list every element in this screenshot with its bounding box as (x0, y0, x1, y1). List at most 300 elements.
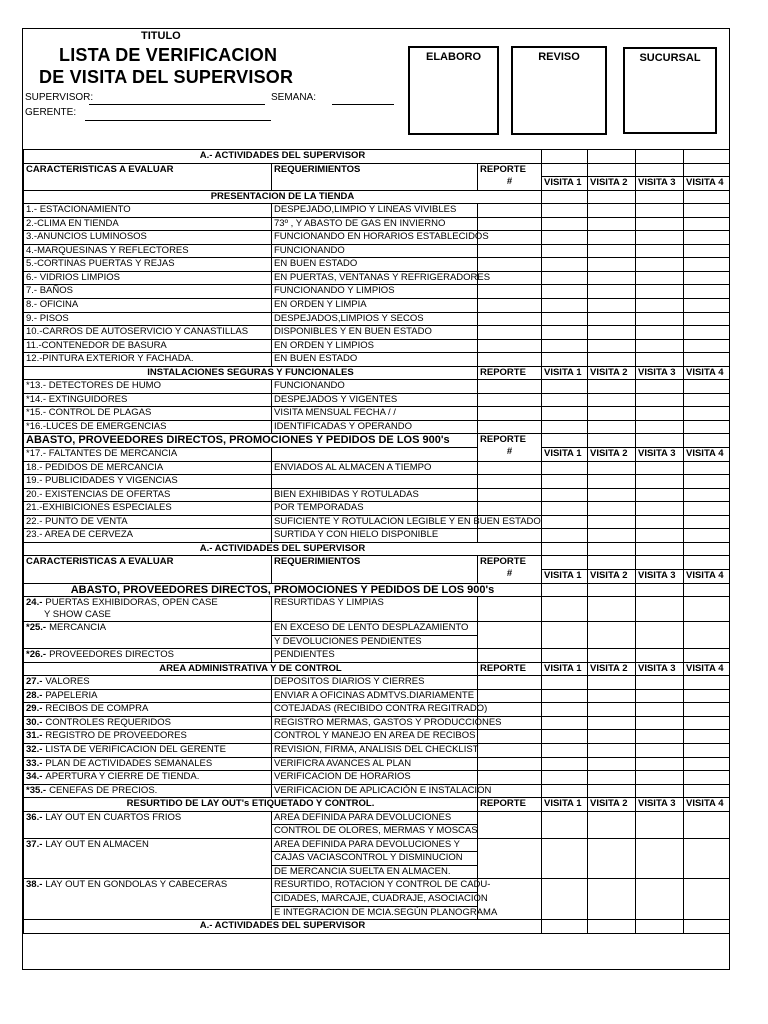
visita-2-cell[interactable] (588, 515, 636, 529)
item-requirement-cont: Y DEVOLUCIONES PENDIENTES (272, 635, 478, 649)
visita-2-cell[interactable] (588, 583, 636, 597)
visita-4-cell[interactable] (684, 716, 730, 730)
sucursal-box[interactable] (623, 47, 717, 134)
visita-3-cell[interactable] (636, 920, 684, 934)
visita-2-cell[interactable] (588, 244, 636, 258)
item-number: 32.- (26, 743, 43, 755)
visita-1-cell[interactable] (542, 920, 588, 934)
item-number: 33.- (26, 757, 43, 769)
visita-3-cell[interactable] (636, 488, 684, 502)
visita-3-cell[interactable] (636, 285, 684, 299)
reporte-cell[interactable] (478, 649, 542, 663)
reporte-cell[interactable] (478, 326, 542, 340)
checklist-sheet (22, 28, 730, 970)
visita-2-cell[interactable] (588, 163, 636, 177)
visita-4-cell[interactable] (684, 811, 730, 838)
reporte-cell[interactable] (478, 285, 542, 299)
reporte-cell[interactable] (478, 622, 542, 649)
reporte-header: REPORTE (478, 366, 542, 380)
reporte-cell[interactable] (478, 743, 542, 757)
visita-1-cell[interactable] (542, 649, 588, 663)
visita-2-cell[interactable] (588, 204, 636, 218)
visita-2-cell[interactable] (588, 622, 636, 649)
visita-3-cell[interactable] (636, 434, 684, 448)
visita-3-cell[interactable] (636, 258, 684, 272)
visita-1-cell[interactable] (542, 542, 588, 556)
visita-2-cell[interactable] (588, 353, 636, 367)
title-line-1: LISTA DE VERIFICACION (59, 45, 278, 65)
reporte-cell[interactable] (478, 407, 542, 421)
visita-1-cell[interactable] (542, 597, 588, 622)
visita-4-cell[interactable] (684, 339, 730, 353)
visita-3-cell[interactable] (636, 475, 684, 489)
visita-2-cell[interactable] (588, 190, 636, 204)
visita-3-cell[interactable] (636, 502, 684, 516)
reporte-cell[interactable] (478, 420, 542, 434)
visita-1-cell[interactable] (542, 353, 588, 367)
visita-4-cell[interactable] (684, 730, 730, 744)
visita-2-cell[interactable] (588, 529, 636, 543)
item-label: 2.-CLIMA EN TIENDA (24, 217, 272, 231)
visita-4-cell[interactable] (684, 703, 730, 717)
item-label (24, 703, 272, 717)
visita-3-cell[interactable] (636, 689, 684, 703)
visita-1-cell[interactable] (542, 743, 588, 757)
visita-4-cell[interactable] (684, 271, 730, 285)
visita-4-cell[interactable] (684, 515, 730, 529)
reporte-cell[interactable] (478, 353, 542, 367)
visita-1-cell[interactable] (542, 204, 588, 218)
visita-2-cell[interactable] (588, 150, 636, 164)
reporte-header (478, 556, 542, 583)
visita-3-cell[interactable] (636, 244, 684, 258)
visita-3-cell[interactable] (636, 730, 684, 744)
semana-field[interactable] (332, 104, 394, 105)
administrativa-heading: AREA ADMINISTRATIVA Y DE CONTROL (24, 662, 478, 676)
item-requirement: RESURTIDO, ROTACION Y CONTROL DE CADU- (272, 879, 478, 893)
item-row (24, 716, 730, 730)
visita-2-cell[interactable] (588, 716, 636, 730)
item-label (24, 771, 272, 785)
visita-2-cell[interactable] (588, 771, 636, 785)
visita-1-cell[interactable] (542, 150, 588, 164)
item-row (24, 407, 730, 421)
caracteristicas-header: CARACTERISTICAS A EVALUAR (24, 556, 272, 583)
item-row (24, 461, 730, 475)
visita-2-cell[interactable] (588, 339, 636, 353)
visita-4-cell[interactable] (684, 190, 730, 204)
item-text: MERCANCIA (49, 622, 107, 634)
item-label: *15.- CONTROL DE PLAGAS (24, 407, 272, 421)
visita-3-cell[interactable] (636, 515, 684, 529)
visita-1-cell[interactable] (542, 312, 588, 326)
visita-1-cell[interactable] (542, 502, 588, 516)
visita-3-cell[interactable] (636, 393, 684, 407)
item-number: *26.- (26, 649, 47, 661)
visita-3-cell[interactable] (636, 743, 684, 757)
visita-1-cell[interactable] (542, 488, 588, 502)
visita-3-cell[interactable] (636, 542, 684, 556)
item-row (24, 730, 730, 744)
visita-1-cell[interactable] (542, 811, 588, 838)
visita-3-cell[interactable] (636, 407, 684, 421)
item-label (24, 757, 272, 771)
visita-1-cell[interactable] (542, 556, 588, 570)
visita-3-header: VISITA 3 (636, 177, 684, 191)
supervisor-field[interactable] (89, 104, 265, 105)
visita-2-cell[interactable] (588, 784, 636, 798)
item-text: VALORES (45, 676, 90, 688)
visita-1-cell[interactable] (542, 393, 588, 407)
item-label: 1.- ESTACIONAMIENTO (24, 204, 272, 218)
item-row (24, 393, 730, 407)
visita-3-cell[interactable] (636, 703, 684, 717)
visita-2-cell[interactable] (588, 380, 636, 394)
reporte-cell[interactable] (478, 597, 542, 622)
item-requirement (272, 448, 478, 462)
visita-4-cell[interactable] (684, 743, 730, 757)
item-requirement: BIEN EXHIBIDAS Y ROTULADAS (272, 488, 478, 502)
visita-2-cell[interactable] (588, 420, 636, 434)
item-label (24, 811, 272, 838)
visita-1-cell[interactable] (542, 326, 588, 340)
reporte-cell[interactable] (478, 811, 542, 838)
visita-3-cell[interactable] (636, 583, 684, 597)
visita-1-cell[interactable] (542, 771, 588, 785)
reporte-cell[interactable] (478, 529, 542, 543)
item-number: 28.- (26, 689, 43, 701)
visita-1-cell[interactable] (542, 879, 588, 920)
visita-4-cell[interactable] (684, 150, 730, 164)
item-number: 37.- (26, 838, 43, 850)
visita-2-cell[interactable] (588, 312, 636, 326)
reporte-cell[interactable] (478, 312, 542, 326)
item-requirement: DESPEJADOS,LIMPIOS Y SECOS (272, 312, 478, 326)
caracteristicas-header: CARACTERISTICAS A EVALUAR (24, 163, 272, 190)
item-requirement-cont: E INTEGRACION DE MCIA.SEGÚN PLANOGRAMA (272, 906, 478, 920)
visita-4-cell[interactable] (684, 597, 730, 622)
visita-4-cell[interactable] (684, 771, 730, 785)
visita-3-cell[interactable] (636, 190, 684, 204)
visita-2-header: VISITA 2 (588, 569, 636, 583)
item-row (24, 502, 730, 516)
item-requirement: EN ORDEN Y LIMPIOS (272, 339, 478, 353)
item-row (24, 271, 730, 285)
visita-1-cell[interactable] (542, 622, 588, 649)
item-requirement: DEPOSITOS DIARIOS Y CIERRES (272, 676, 478, 690)
visita-1-cell[interactable] (542, 271, 588, 285)
visita-2-cell[interactable] (588, 488, 636, 502)
visita-3-cell[interactable] (636, 622, 684, 649)
visita-2-cell[interactable] (588, 743, 636, 757)
checklist-body (24, 150, 730, 934)
visita-1-cell[interactable] (542, 475, 588, 489)
visita-2-cell[interactable] (588, 838, 636, 879)
reporte-cell[interactable] (478, 258, 542, 272)
reporte-cell[interactable] (478, 299, 542, 313)
visita-3-header: VISITA 3 (636, 798, 684, 812)
visita-3-cell[interactable] (636, 163, 684, 177)
visita-2-cell[interactable] (588, 879, 636, 920)
visita-4-cell[interactable] (684, 407, 730, 421)
visita-2-cell[interactable] (588, 811, 636, 838)
visita-1-cell[interactable] (542, 231, 588, 245)
visita-4-cell[interactable] (684, 622, 730, 649)
elaboro-box[interactable] (408, 46, 499, 135)
visita-4-cell[interactable] (684, 488, 730, 502)
visita-1-cell[interactable] (542, 676, 588, 690)
visita-3-cell[interactable] (636, 556, 684, 570)
visita-1-cell[interactable] (542, 244, 588, 258)
reporte-header (478, 163, 542, 190)
reporte-cell[interactable] (478, 393, 542, 407)
visita-3-cell[interactable] (636, 312, 684, 326)
visita-4-header: VISITA 4 (684, 177, 730, 191)
visita-1-cell[interactable] (542, 838, 588, 879)
visita-4-cell[interactable] (684, 475, 730, 489)
item-text: CONTROLES REQUERIDOS (45, 716, 172, 728)
item-requirement: EN EXCESO DE LENTO DESPLAZAMIENTO (272, 622, 478, 636)
visita-3-cell[interactable] (636, 339, 684, 353)
visita-1-cell[interactable] (542, 285, 588, 299)
item-requirement-cont: CIDADES, MARCAJE, CUADRAJE, ASOCIACION (272, 892, 478, 906)
visita-4-header: VISITA 4 (684, 798, 730, 812)
item-row (24, 353, 730, 367)
visita-2-cell[interactable] (588, 326, 636, 340)
reporte-cell[interactable] (478, 689, 542, 703)
visita-3-cell[interactable] (636, 353, 684, 367)
item-text: REGISTRO DE PROVEEDORES (45, 730, 187, 742)
visita-2-cell[interactable] (588, 393, 636, 407)
visita-2-cell[interactable] (588, 542, 636, 556)
visita-1-cell[interactable] (542, 461, 588, 475)
visita-4-cell[interactable] (684, 244, 730, 258)
item-row (24, 285, 730, 299)
reporte-header: REPORTE (478, 798, 542, 812)
reporte-cell[interactable] (478, 703, 542, 717)
visita-2-cell[interactable] (588, 703, 636, 717)
item-requirement: SUFICIENTE Y ROTULACION LEGIBLE Y EN BUEN ESTADO (272, 515, 478, 529)
visita-2-cell[interactable] (588, 407, 636, 421)
reporte-cell[interactable] (478, 838, 542, 879)
visita-3-cell[interactable] (636, 150, 684, 164)
visita-3-cell[interactable] (636, 597, 684, 622)
visita-4-cell[interactable] (684, 312, 730, 326)
visita-4-cell[interactable] (684, 299, 730, 313)
visita-4-cell[interactable] (684, 353, 730, 367)
visita-3-cell[interactable] (636, 879, 684, 920)
reporte-cell[interactable] (478, 339, 542, 353)
reporte-cell[interactable] (478, 502, 542, 516)
gerente-field[interactable] (85, 120, 271, 121)
visita-4-cell[interactable] (684, 838, 730, 879)
item-requirement: EN PUERTAS, VENTANAS Y REFRIGERADORES (272, 271, 478, 285)
reporte-cell[interactable] (478, 730, 542, 744)
visita-2-cell[interactable] (588, 689, 636, 703)
item-label (24, 879, 272, 920)
item-label (24, 676, 272, 690)
item-label: 12.-PINTURA EXTERIOR Y FACHADA. (24, 353, 272, 367)
visita-2-cell[interactable] (588, 676, 636, 690)
visita-2-cell[interactable] (588, 217, 636, 231)
visita-3-cell[interactable] (636, 204, 684, 218)
visita-2-cell[interactable] (588, 434, 636, 448)
visita-1-cell[interactable] (542, 689, 588, 703)
item-label: 6.- VIDRIOS LIMPIOS (24, 271, 272, 285)
visita-1-cell[interactable] (542, 163, 588, 177)
visita-3-cell[interactable] (636, 271, 684, 285)
item-row (24, 689, 730, 703)
visita-2-cell[interactable] (588, 730, 636, 744)
visita-1-cell[interactable] (542, 420, 588, 434)
visita-1-cell[interactable] (542, 716, 588, 730)
visita-4-cell[interactable] (684, 529, 730, 543)
visita-4-cell[interactable] (684, 920, 730, 934)
visita-2-cell[interactable] (588, 757, 636, 771)
visita-1-header: VISITA 1 (542, 448, 588, 462)
visita-4-cell[interactable] (684, 285, 730, 299)
reporte-cell[interactable] (478, 676, 542, 690)
visita-3-header: VISITA 3 (636, 448, 684, 462)
visita-1-cell[interactable] (542, 703, 588, 717)
subsection-row (24, 662, 730, 676)
visita-2-cell[interactable] (588, 258, 636, 272)
visita-1-cell[interactable] (542, 784, 588, 798)
item-row (24, 339, 730, 353)
visita-3-cell[interactable] (636, 420, 684, 434)
item-requirement (272, 475, 478, 489)
visita-4-cell[interactable] (684, 217, 730, 231)
item-row (24, 312, 730, 326)
visita-3-cell[interactable] (636, 757, 684, 771)
item-row (24, 757, 730, 771)
visita-1-cell[interactable] (542, 380, 588, 394)
item-label: *17.- FALTANTES DE MERCANCIA (24, 448, 272, 462)
visita-4-cell[interactable] (684, 879, 730, 920)
sucursal-label: SUCURSAL (639, 52, 701, 64)
visita-4-cell[interactable] (684, 757, 730, 771)
visita-3-cell[interactable] (636, 231, 684, 245)
visita-1-cell[interactable] (542, 529, 588, 543)
reporte-cell[interactable] (478, 244, 542, 258)
visita-1-cell[interactable] (542, 730, 588, 744)
visita-2-cell[interactable] (588, 475, 636, 489)
visita-3-cell[interactable] (636, 838, 684, 879)
visita-1-cell[interactable] (542, 583, 588, 597)
visita-4-cell[interactable] (684, 434, 730, 448)
visita-2-cell[interactable] (588, 461, 636, 475)
visita-1-cell[interactable] (542, 757, 588, 771)
item-requirement: AREA DEFINIDA PARA DEVOLUCIONES Y (272, 838, 478, 852)
visita-3-cell[interactable] (636, 380, 684, 394)
reviso-box[interactable] (511, 46, 607, 135)
reporte-cell[interactable] (478, 461, 542, 475)
visita-1-cell[interactable] (542, 217, 588, 231)
visita-1-cell[interactable] (542, 407, 588, 421)
visita-3-cell[interactable] (636, 529, 684, 543)
visita-4-cell[interactable] (684, 204, 730, 218)
visita-4-cell[interactable] (684, 649, 730, 663)
reporte-cell[interactable] (478, 475, 542, 489)
item-label: 3.-ANUNCIOS LUMINOSOS (24, 231, 272, 245)
item-requirement: VERIFICACION DE HORARIOS (272, 771, 478, 785)
visita-4-cell[interactable] (684, 231, 730, 245)
visita-2-cell[interactable] (588, 920, 636, 934)
visita-3-cell[interactable] (636, 326, 684, 340)
visita-1-cell[interactable] (542, 190, 588, 204)
visita-3-cell[interactable] (636, 299, 684, 313)
visita-1-cell[interactable] (542, 434, 588, 448)
visita-3-cell[interactable] (636, 217, 684, 231)
visita-4-cell[interactable] (684, 784, 730, 798)
visita-1-cell[interactable] (542, 299, 588, 313)
visita-4-cell[interactable] (684, 542, 730, 556)
visita-4-cell[interactable] (684, 326, 730, 340)
visita-4-cell[interactable] (684, 556, 730, 570)
reporte-cell[interactable] (478, 204, 542, 218)
visita-3-cell[interactable] (636, 676, 684, 690)
visita-1-cell[interactable] (542, 339, 588, 353)
reporte-cell[interactable] (478, 380, 542, 394)
reporte-cell[interactable] (478, 217, 542, 231)
visita-4-cell[interactable] (684, 461, 730, 475)
visita-1-header: VISITA 1 (542, 366, 588, 380)
visita-2-cell[interactable] (588, 597, 636, 622)
visita-2-header: VISITA 2 (588, 662, 636, 676)
visita-3-cell[interactable] (636, 811, 684, 838)
item-label: 7.- BAÑOS (24, 285, 272, 299)
reporte-cell[interactable] (478, 488, 542, 502)
visita-2-cell[interactable] (588, 285, 636, 299)
visita-4-cell[interactable] (684, 583, 730, 597)
visita-2-cell[interactable] (588, 271, 636, 285)
item-requirement: POR TEMPORADAS (272, 502, 478, 516)
visita-4-cell[interactable] (684, 380, 730, 394)
item-row (24, 420, 730, 434)
reporte-header (478, 434, 542, 461)
item-label: *16.-LUCES DE EMERGENCIAS (24, 420, 272, 434)
visita-4-cell[interactable] (684, 420, 730, 434)
item-text: LAY OUT EN CUARTOS FRIOS (45, 811, 182, 823)
visita-4-header: VISITA 4 (684, 448, 730, 462)
visita-3-cell[interactable] (636, 649, 684, 663)
visita-2-cell[interactable] (588, 502, 636, 516)
visita-3-cell[interactable] (636, 716, 684, 730)
visita-3-cell[interactable] (636, 461, 684, 475)
item-row (24, 811, 730, 825)
reporte-cell[interactable] (478, 757, 542, 771)
visita-4-cell[interactable] (684, 502, 730, 516)
visita-2-cell[interactable] (588, 649, 636, 663)
visita-4-cell[interactable] (684, 163, 730, 177)
visita-2-cell[interactable] (588, 299, 636, 313)
visita-1-cell[interactable] (542, 258, 588, 272)
item-row (24, 244, 730, 258)
item-label (24, 730, 272, 744)
visita-1-cell[interactable] (542, 515, 588, 529)
reporte-cell[interactable] (478, 771, 542, 785)
item-row (24, 475, 730, 489)
visita-3-cell[interactable] (636, 784, 684, 798)
subsection-row (24, 190, 730, 204)
visita-4-cell[interactable] (684, 393, 730, 407)
visita-2-cell[interactable] (588, 556, 636, 570)
visita-4-cell[interactable] (684, 689, 730, 703)
visita-3-cell[interactable] (636, 771, 684, 785)
visita-2-cell[interactable] (588, 231, 636, 245)
visita-4-cell[interactable] (684, 258, 730, 272)
visita-4-cell[interactable] (684, 676, 730, 690)
